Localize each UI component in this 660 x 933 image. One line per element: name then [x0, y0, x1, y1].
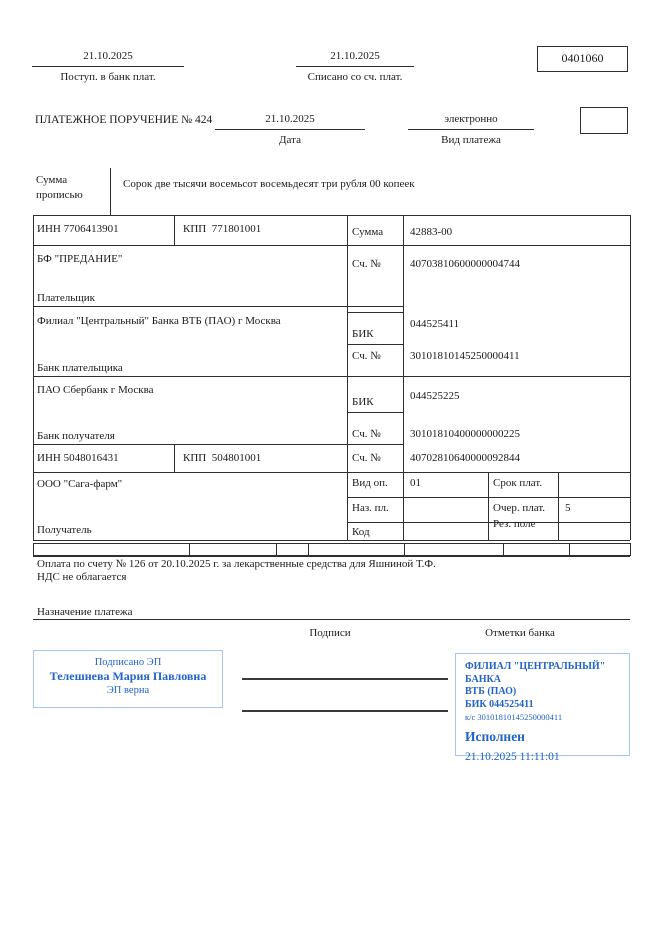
payment-kind-field	[408, 113, 534, 130]
table-line	[33, 245, 630, 246]
table-line	[276, 543, 277, 556]
table-line	[308, 543, 309, 556]
signature-line	[242, 678, 448, 680]
doc-date-field	[215, 113, 365, 130]
rez-pole-label: Рез. поле	[493, 518, 536, 530]
bank-execution-stamp	[455, 653, 630, 763]
signatures-header: Подписи	[309, 627, 351, 639]
doc-date-label: Дата	[279, 134, 301, 146]
payee-bank-name: ПАО Сбербанк г Москва	[37, 384, 154, 396]
payee-inn: ИНН 5048016431	[37, 452, 119, 464]
bank-marks-header: Отметки банка	[485, 627, 555, 639]
bank-stamp-name-line2: ВТБ (ПАО)	[465, 686, 517, 697]
esignature-stamp-name: Телешнева Мария Павловна	[49, 669, 207, 683]
payee-bank-label: Банк получателя	[37, 430, 115, 442]
payer-bank-account-label: Сч. №	[352, 350, 381, 362]
payer-kpp: КПП 771801001	[183, 223, 262, 235]
table-line	[403, 215, 404, 540]
naz-pl-label: Наз. пл.	[352, 502, 389, 514]
table-line	[347, 215, 348, 540]
ocher-plat-value: 5	[565, 502, 571, 514]
payer-bank-bik: 044525411	[410, 318, 460, 330]
esignature-stamp-line1: Подписано ЭП	[94, 657, 162, 668]
payee-bank-bik: 044525225	[410, 390, 460, 402]
table-line	[33, 619, 630, 620]
received-date: 21.10.2025	[83, 50, 133, 62]
payee-label: Получатель	[37, 524, 92, 536]
table-line	[347, 344, 403, 345]
table-line	[33, 215, 34, 540]
purpose-line1: Оплата по счету № 126 от 20.10.2025 г. за лекарственные средства для Яшниной Т.Ф.	[37, 558, 436, 570]
payer-bank-account: 30101810145250000411	[410, 350, 520, 362]
table-line	[630, 215, 631, 540]
bank-stamp-corr-account: к/с 30101810145250000411	[465, 712, 563, 722]
payer-name: БФ "ПРЕДАНИЕ"	[37, 253, 123, 265]
status-code-box	[580, 107, 628, 134]
sum-label: Сумма	[352, 226, 384, 238]
table-line	[174, 444, 175, 472]
amount-words-label: Сумма прописью	[36, 174, 83, 201]
payee-bank-account-label: Сч. №	[352, 428, 381, 440]
bank-stamp-status: Исполнен	[465, 729, 525, 744]
table-line	[404, 543, 405, 556]
payee-name: ООО "Сага-фарм"	[37, 478, 123, 490]
document-title: ПЛАТЕЖНОЕ ПОРУЧЕНИЕ № 424	[35, 114, 213, 126]
purpose-line2: НДС не облагается	[37, 571, 127, 583]
debited-date: 21.10.2025	[330, 50, 380, 62]
bank-stamp-datetime: 21.10.2025 11:11:01	[465, 751, 560, 763]
debited-date-label: Списано со сч. плат.	[307, 71, 403, 83]
payee-kpp: КПП 504801001	[183, 452, 262, 464]
table-line	[347, 312, 403, 313]
table-line	[630, 543, 631, 556]
table-line	[347, 412, 403, 413]
signature-line	[242, 710, 448, 712]
kod-label: Код	[352, 526, 370, 538]
table-line	[569, 543, 570, 556]
table-line	[33, 472, 630, 473]
table-line	[558, 472, 559, 540]
payer-bank-name: Филиал "Центральный" Банка ВТБ (ПАО) г Москва	[37, 315, 281, 327]
amount-words: Сорок две тысячи восемьсот восемьдесят три рубля 00 копеек	[123, 178, 415, 190]
vid-op-value: 01	[410, 477, 421, 489]
received-date-label: Поступ. в банк плат.	[60, 71, 156, 83]
payee-bank-bik-label: БИК	[352, 396, 374, 408]
payee-bank-account: 30101810400000000225	[410, 428, 520, 440]
table-line	[174, 215, 175, 245]
payer-account: 40703810600000004744	[410, 258, 520, 270]
table-line	[33, 543, 630, 544]
form-code-box	[537, 46, 628, 72]
payer-bank-bik-label: БИК	[352, 328, 374, 340]
payer-inn: ИНН 7706413901	[37, 223, 119, 235]
srok-plat-label: Срок плат.	[493, 477, 543, 489]
esignature-stamp-line3: ЭП верна	[106, 685, 150, 696]
table-line	[33, 555, 630, 557]
table-line	[488, 472, 489, 540]
table-line	[189, 543, 190, 556]
vid-op-label: Вид оп.	[352, 477, 388, 489]
table-line	[33, 540, 630, 541]
table-line	[33, 543, 34, 556]
doc-date: 21.10.2025	[265, 113, 315, 125]
table-line	[33, 215, 630, 216]
payer-bank-label: Банк плательщика	[37, 362, 123, 374]
payment-kind-label: Вид платежа	[441, 134, 501, 146]
bank-stamp-name-line1: ФИЛИАЛ "ЦЕНТРАЛЬНЫЙ" БАНКА	[465, 661, 606, 685]
payer-label: Плательщик	[37, 292, 95, 304]
table-line	[110, 168, 111, 215]
payment-kind: электронно	[444, 113, 498, 125]
ocher-plat-label: Очер. плат.	[493, 502, 546, 514]
sum-value: 42883-00	[410, 226, 453, 238]
esignature-stamp	[33, 650, 223, 708]
form-code: 0401060	[561, 51, 604, 65]
bank-stamp-bik: БИК 044525411	[465, 698, 534, 710]
table-line	[33, 376, 630, 377]
payee-account-label: Сч. №	[352, 452, 381, 464]
payee-account: 40702810640000092844	[410, 452, 520, 464]
table-line	[503, 543, 504, 556]
received-date-field	[32, 50, 184, 67]
debited-date-field	[296, 50, 414, 67]
purpose-label: Назначение платежа	[37, 606, 133, 618]
payer-account-label: Сч. №	[352, 258, 381, 270]
